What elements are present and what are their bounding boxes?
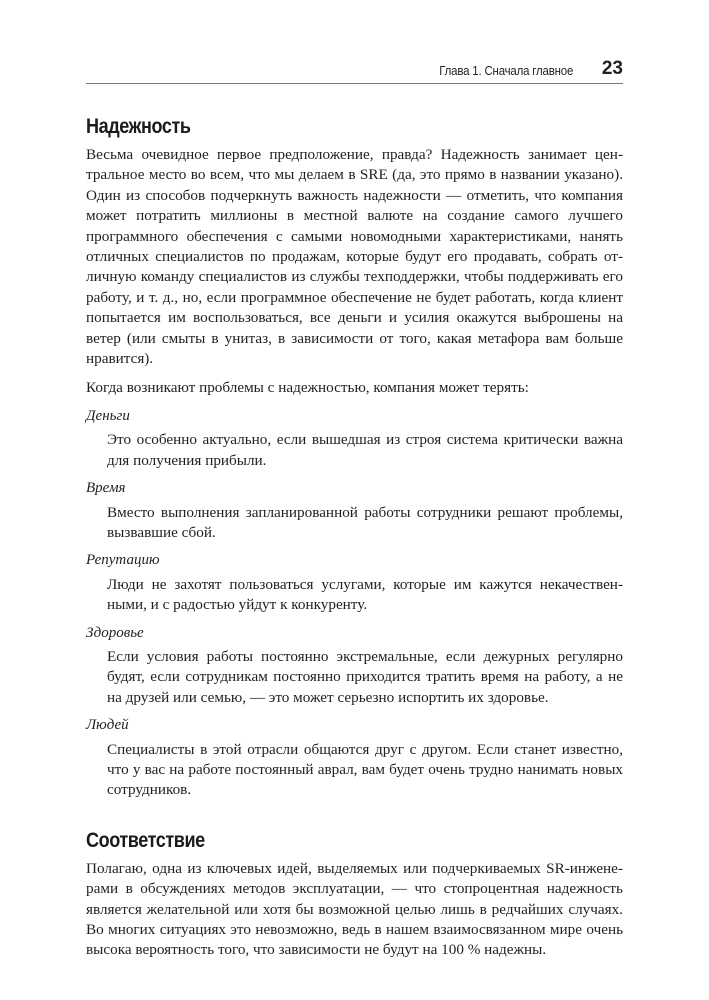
page-content bbox=[86, 113, 623, 961]
section-compliance bbox=[86, 827, 623, 961]
definition-item bbox=[86, 478, 623, 543]
chapter-title: Глава 1. Сначала главное bbox=[439, 63, 573, 78]
definition-term: Здоровье bbox=[86, 624, 144, 641]
definition-item bbox=[86, 715, 623, 801]
definition-text: Если условия работы постоянно экстремальные, если дежурных регулярно будят, если сотрудникам постоянно приходится тратить время на работу, а не на друзей или семью, — это может серьезно испортить их здоровье. bbox=[107, 647, 623, 706]
definition-item bbox=[86, 623, 623, 709]
section-heading: Надежность bbox=[86, 115, 191, 138]
definition-term: Людей bbox=[86, 717, 129, 734]
definition-term: Время bbox=[86, 480, 126, 497]
definition-text: Люди не захотят пользоваться услугами, которые им кажутся некачественными, и с радостью уйдут к конкуренту. bbox=[107, 575, 623, 614]
running-header bbox=[86, 58, 623, 84]
definition-item bbox=[86, 550, 623, 615]
definition-list bbox=[86, 406, 623, 801]
paragraph: Весьма очевидное первое предположение, правда? Надежность занимает центральное место во всем, что мы делаем в SRE (да, это прямо в названии указано). Один из способов подчеркнуть важность надежности — отметить, что компания может потратить миллионы в местной валюте на создание самого лучшего программного обеспечения с самыми новомодными характеристиками, нанять отличных специалистов по продажам, которые будут его продавать, собрать отличную команду специалистов из службы техподдержки, чтобы поддерживать его работу, и т. д., но, если программное обеспечение не будет работать, когда клиент попытается им воспользоваться, все деньги и усилия окажутся выброшены на ветер (или смыты в унитаз, в зависимости от того, какая метафора вам больше нравится). bbox=[86, 146, 623, 368]
section-reliability bbox=[86, 113, 623, 801]
definition-term: Деньги bbox=[86, 407, 130, 424]
definition-text: Специалисты в этой отрасли общаются друг с другом. Если станет известно, что у вас на работе постоянный аврал, вам будет очень трудно нанимать новых сотрудников. bbox=[107, 740, 623, 799]
section-heading: Соответствие bbox=[86, 828, 205, 852]
paragraph: Полагаю, одна из ключевых идей, выделяемых или подчеркиваемых SR-инженерами в обсуждениях методов эксплуатации, — что стопроцентная надежность является желательной или хотя бы возможной целью лишь в редчайших случаях. Во многих ситуациях это невозможно, ведь в нашем взаимосвязанном мире очень высока вероятность того, что зависимости не будут на 100 % надежны. bbox=[86, 859, 623, 959]
definition-item bbox=[86, 406, 623, 471]
page-number: 23 bbox=[601, 58, 623, 79]
definition-text: Это особенно актуально, если вышедшая из строя система критически важна для получения прибыли. bbox=[107, 431, 623, 469]
definition-term: Репутацию bbox=[86, 552, 160, 569]
paragraph: Когда возникают проблемы с надежностью, компания может терять: bbox=[86, 379, 529, 397]
definition-text: Вместо выполнения запланированной работы сотрудники решают проблемы, вызвавшие сбой. bbox=[107, 503, 623, 541]
